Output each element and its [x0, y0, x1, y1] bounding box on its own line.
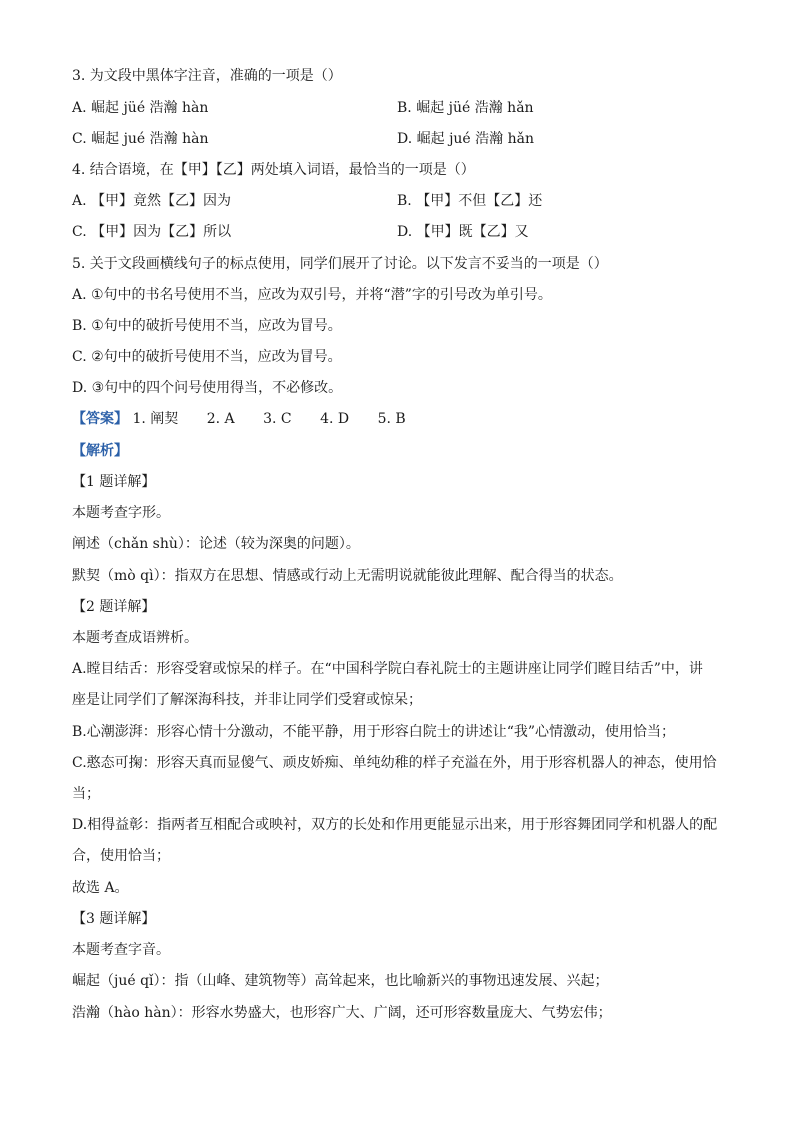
detail-1-line: 阐述（chǎn shù）：论述（较为深奥的问题）。 [72, 536, 360, 552]
detail-2-line: C.憨态可掬：形容天真而显傻气、顽皮娇痴、单纯幼稚的样子充溢在外，用于形容机器人的神态，使用恰 [72, 755, 717, 771]
detail-1-line: 默契（mò qì）：指双方在思想、情感或行动上无需明说就能彼此理解、配合得当的状态。 [72, 568, 623, 584]
q4-option-d: D. 【甲】既【乙】又 [397, 224, 529, 240]
q5-option-c: C. ②句中的破折号使用不当，应改为冒号。 [72, 349, 342, 365]
answer-tag: 【答案】 [72, 411, 128, 427]
answer-2: 2. A [206, 411, 235, 427]
detail-2-title: 【2 题详解】 [72, 599, 156, 615]
q3-option-d: D. 崛起 jué 浩瀚 hǎn [397, 131, 534, 147]
detail-2-line: B.心潮澎湃：形容心情十分激动，不能平静，用于形容白院士的讲述让“我”心情激动，使用恰当； [72, 724, 676, 740]
q3-option-a: A. 崛起 jüé 浩瀚 hàn [72, 100, 209, 116]
detail-2-line: 当； [72, 786, 100, 802]
q4-option-a: A. 【甲】竟然【乙】因为 [72, 193, 232, 209]
q3-option-c: C. 崛起 jué 浩瀚 hàn [72, 131, 209, 147]
detail-2-line: A.瞠目结舌：形容受窘或惊呆的样子。在“中国科学院白春礼院士的主题讲座让同学们瞠目结舌”中，讲 [72, 661, 703, 677]
detail-3-title: 【3 题详解】 [72, 911, 156, 927]
detail-1-title: 【1 题详解】 [72, 474, 156, 490]
detail-2-intro: 本题考查成语辨析。 [72, 630, 198, 646]
detail-2-line: 合，使用恰当； [72, 848, 170, 864]
q4-stem: 4. 结合语境，在【甲】【乙】两处填入词语，最恰当的一项是（） [72, 162, 475, 178]
detail-1-intro: 本题考查字形。 [72, 505, 170, 521]
q5-option-d: D. ③句中的四个问号使用得当，不必修改。 [72, 380, 343, 396]
q5-option-b: B. ①句中的破折号使用不当，应改为冒号。 [72, 318, 342, 334]
q3-stem: 3. 为文段中黑体字注音，准确的一项是（） [72, 68, 342, 84]
answer-5: 5. B [377, 411, 406, 427]
detail-2-line: 座是让同学们了解深海科技，并非让同学们受窘或惊呆； [72, 692, 422, 708]
q5-option-a: A. ①句中的书名号使用不当，应改为双引号，并将“潜”字的引号改为单引号。 [72, 287, 552, 303]
answer-1: 1. 阐契 [132, 411, 179, 427]
answer-row [72, 409, 406, 429]
detail-3-line: 浩瀚（hào hàn）：形容水势盛大，也形容广大、广阔，还可形容数量庞大、气势宏伟； [72, 1005, 612, 1021]
q4-option-c: C. 【甲】因为【乙】所以 [72, 224, 232, 240]
detail-2-conclusion: 故选 A。 [72, 880, 129, 896]
detail-3-intro: 本题考查字音。 [72, 942, 170, 958]
q3-option-b: B. 崛起 jüé 浩瀚 hǎn [397, 100, 534, 116]
detail-2-line: D.相得益彰：指两者互相配合或映衬，双方的长处和作用更能显示出来，用于形容舞团同学和机器人的配 [72, 817, 718, 833]
analysis-tag: 【解析】 [72, 443, 128, 459]
answer-4: 4. D [320, 411, 350, 427]
answer-3: 3. C [263, 411, 292, 427]
q5-stem: 5. 关于文段画横线句子的标点使用，同学们展开了讨论。以下发言不妥当的一项是（） [72, 256, 608, 272]
detail-3-line: 崛起（jué qǐ）：指（山峰、建筑物等）高耸起来，也比喻新兴的事物迅速发展、兴起； [72, 973, 609, 989]
q4-option-b: B. 【甲】不但【乙】还 [397, 193, 543, 209]
